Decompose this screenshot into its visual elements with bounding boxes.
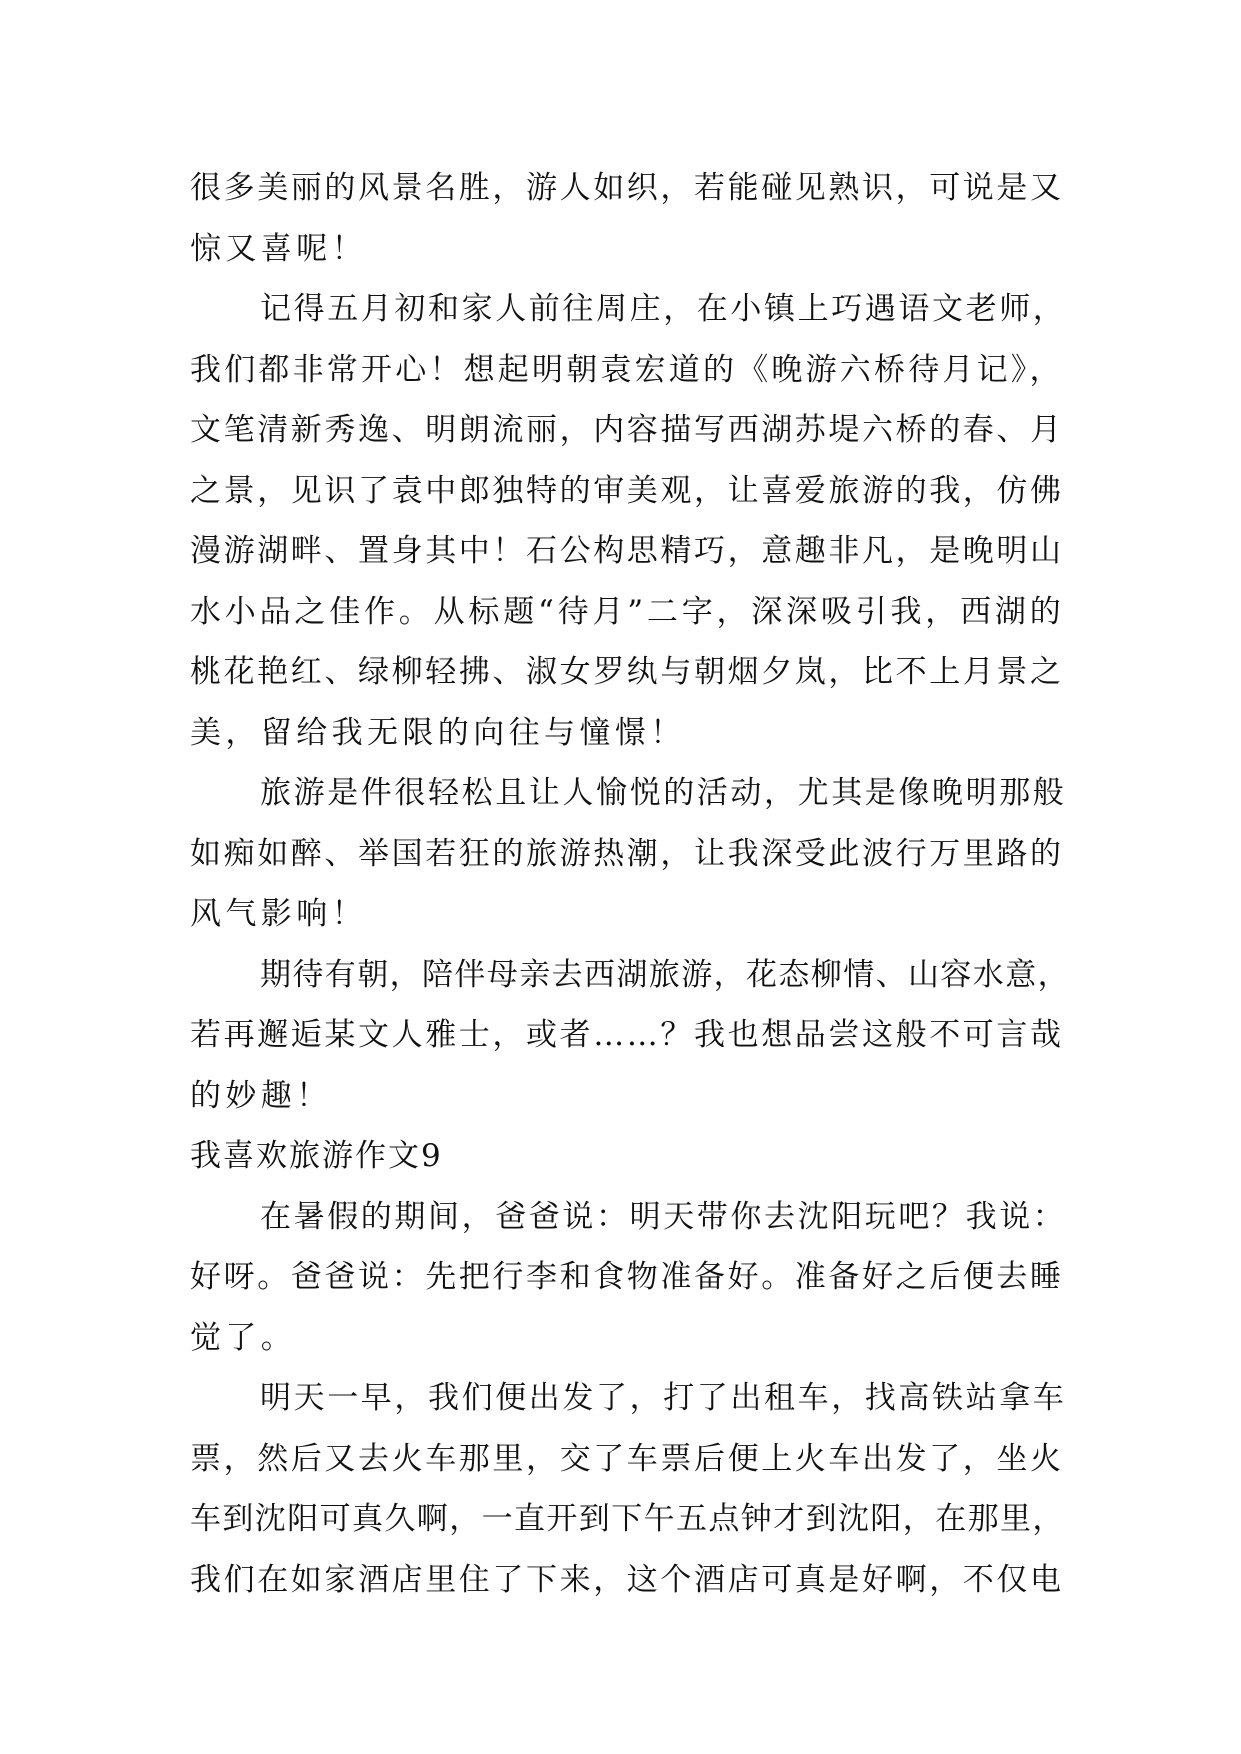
text-line: 文笔清新秀逸、明朗流丽，内容描写西湖苏堤六桥的春、月 [190,412,1064,448]
paragraph-first-line: 在暑假的期间，爸爸说：明天带你去沈阳玩吧？我说： [260,1198,1067,1235]
text-line: 美，留给我无限的向往与憧憬！ [190,714,686,751]
document-body [190,158,1070,1610]
text-line: 惊又喜呢！ [190,230,367,267]
text-line: 风气影响！ [190,896,367,932]
text-line: 桃花艳红、绿柳轻拂、淑女罗纨与朝烟夕岚，比不上月景之 [190,654,1064,690]
text-line: 如痴如醉、举国若狂的旅游热潮，让我深受此波行万里路的 [190,835,1064,872]
paragraph-first-line: 记得五月初和家人前往周庄，在小镇上巧遇语文老师， [260,291,1067,327]
text-line: 水小品之佳作。从标题“待月”二字，深深吸引我，西湖的 [190,593,1065,630]
section-heading: 我喜欢旅游作文9 [190,1138,443,1174]
text-line: 的妙趣！ [190,1077,332,1114]
paragraph-first-line: 明天一早，我们便出发了，打了出租车，找高铁站拿车 [260,1380,1067,1416]
text-line: 我们都非常开心！想起明朝袁宏道的《晚游六桥待月记》， [190,351,1064,388]
text-line: 觉了。 [190,1319,297,1356]
text-line: 好呀。爸爸说：先把行李和食物准备好。准备好之后便去睡 [190,1259,1064,1295]
text-line: 之景，见识了袁中郎独特的审美观，让喜爱旅游的我，仿佛 [190,472,1064,509]
text-line: 票，然后又去火车那里，交了车票后便上火车出发了，坐火 [190,1440,1064,1477]
text-line: 车到沈阳可真久啊，一直开到下午五点钟才到沈阳，在那里， [190,1501,1065,1537]
text-line: 很多美丽的风景名胜，游人如织，若能碰见熟识，可说是又 [190,170,1064,206]
paragraph-first-line: 期待有朝，陪伴母亲去西湖旅游，花态柳情、山容水意， [260,956,1070,993]
text-line: 漫游湖畔、置身其中！石公构思精巧，意趣非凡，是晚明山 [190,533,1064,569]
text-line: 我们在如家酒店里住了下来，这个酒店可真是好啊，不仅电 [190,1561,1064,1598]
paragraph-first-line: 旅游是件很轻松且让人愉悦的活动，尤其是像晚明那般 [260,775,1067,811]
text-line: 若再邂逅某文人雅士，或者……？我也想品尝这般不可言哉 [190,1017,1064,1053]
